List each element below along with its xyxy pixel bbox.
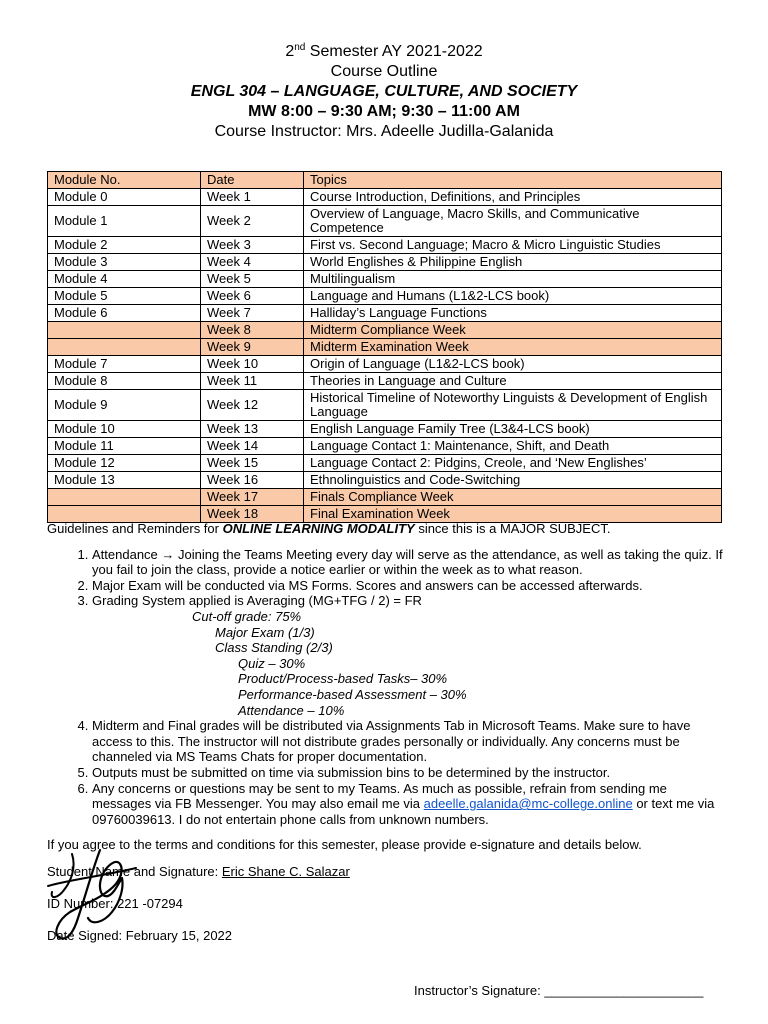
instructor-signature-label: Instructor’s Signature:: [414, 983, 545, 998]
topic-cell: Theories in Language and Culture: [304, 373, 722, 390]
date-cell: Week 12: [201, 390, 304, 421]
table-row: [48, 254, 722, 271]
date-cell: Week 17: [201, 489, 304, 506]
module-cell: Module 10: [48, 421, 201, 438]
topic-cell: Finals Compliance Week: [304, 489, 722, 506]
date-cell: Week 4: [201, 254, 304, 271]
student-id-value: 221 -07294: [117, 896, 183, 911]
document-header: [0, 42, 768, 142]
grading-product: Product/Process-based Tasks– 30%: [238, 671, 448, 687]
semester-ordinal: 2: [285, 43, 295, 60]
guidelines-list: [47, 547, 727, 828]
topic-cell: Language and Humans (L1&2-LCS book): [304, 288, 722, 305]
semester-superscript: nd: [294, 42, 306, 53]
header-date: Date: [201, 172, 304, 189]
table-row: [48, 322, 722, 339]
date-cell: Week 13: [201, 421, 304, 438]
item6-a: Any concerns or questions may be sent to my Teams. As much as possible, refrain from sending me messages via FB Messenger. You may also email me via: [92, 780, 667, 812]
table-row: [48, 489, 722, 506]
outline-label: Course Outline: [330, 63, 438, 80]
student-name-value: Eric Shane C. Salazar: [221, 864, 350, 879]
topic-cell: Midterm Examination Week: [304, 339, 722, 356]
topic-cell: Final Examination Week: [304, 506, 722, 523]
date-cell: Week 6: [201, 288, 304, 305]
guidelines-section: [47, 521, 727, 853]
date-cell: Week 5: [201, 271, 304, 288]
date-cell: Week 8: [201, 322, 304, 339]
topic-cell: First vs. Second Language; Macro & Micro Linguistic Studies: [304, 237, 722, 254]
module-cell: Module 6: [48, 305, 201, 322]
grading-attendance: Attendance – 10%: [238, 702, 345, 718]
guideline-item: 4. Midterm and Final grades will be distributed via Assignments Tab in Microsoft Teams. Make sure to have access to this. The instructor will not distribute grades personally or individually. Any concerns must be channeled via MS Teams Chats for proper documentation.: [92, 718, 727, 765]
table-row: [48, 472, 722, 489]
course-outline-table: [47, 171, 722, 523]
date-cell: Week 15: [201, 455, 304, 472]
item1-b: Joining the Teams Meeting every day will serve as the attendance, as well as taking the quiz. If you fail to join the class, provide a notice earlier or within the week as to what reason.: [92, 546, 723, 578]
header-module: Module No.: [48, 172, 201, 189]
table-row: [48, 455, 722, 472]
topic-cell: Historical Timeline of Noteworthy Linguists & Development of English Language: [304, 390, 722, 421]
guideline-item: 5. Outputs must be submitted on time via submission bins to be determined by the instructor.: [92, 765, 727, 781]
course-title: ENGL 304 – LANGUAGE, CULTURE, AND SOCIETY: [190, 83, 578, 100]
header-topics: Topics: [304, 172, 722, 189]
date-cell: Week 16: [201, 472, 304, 489]
guideline-item: [92, 547, 727, 578]
table-header-row: [48, 172, 722, 189]
date-cell: Week 9: [201, 339, 304, 356]
agreement-text: If you agree to the terms and conditions for this semester, please provide e-signature and details below.: [47, 837, 642, 853]
table-row: [48, 356, 722, 373]
guideline-item: [92, 781, 727, 828]
module-cell: Module 5: [48, 288, 201, 305]
semester-text: Semester AY 2021-2022: [305, 43, 483, 60]
grading-cutoff: Cut-off grade: 75%: [192, 608, 302, 624]
module-cell: Module 13: [48, 472, 201, 489]
module-cell: Module 0: [48, 189, 201, 206]
topic-cell: Language Contact 2: Pidgins, Creole, and ‘New Englishes’: [304, 455, 722, 472]
course-schedule: MW 8:00 – 9:30 AM; 9:30 – 11:00 AM: [248, 103, 520, 120]
module-cell: Module 2: [48, 237, 201, 254]
date-cell: Week 7: [201, 305, 304, 322]
topic-cell: Overview of Language, Macro Skills, and Communicative Competence: [304, 206, 722, 237]
topic-cell: Multilingualism: [304, 271, 722, 288]
topic-cell: Ethnolinguistics and Code-Switching: [304, 472, 722, 489]
date-signed-value: February 15, 2022: [125, 928, 233, 943]
topic-cell: Halliday’s Language Functions: [304, 305, 722, 322]
date-signed-label: Date Signed:: [47, 928, 126, 943]
module-cell: [48, 489, 201, 506]
grading-major-exam: Major Exam (1/3): [215, 624, 315, 640]
student-name-label: Student Name and Signature:: [47, 864, 222, 879]
topic-cell: English Language Family Tree (L3&4-LCS book): [304, 421, 722, 438]
item6-b: or text me via 09760039613. I do not entertain phone calls from unknown numbers.: [92, 796, 715, 827]
module-cell: Module 3: [48, 254, 201, 271]
topic-cell: Language Contact 1: Maintenance, Shift, and Death: [304, 438, 722, 455]
arrow-right-icon: →: [161, 546, 175, 562]
student-id-label: ID Number:: [47, 896, 118, 911]
topic-cell: World Englishes & Philippine English: [304, 254, 722, 271]
module-cell: Module 12: [48, 455, 201, 472]
course-instructor: Course Instructor: Mrs. Adeelle Judilla-Galanida: [214, 123, 554, 140]
item1-a: Attendance: [92, 546, 162, 562]
table-row: [48, 373, 722, 390]
student-signature-image: [42, 846, 138, 946]
module-cell: [48, 506, 201, 523]
intro-pre: Guidelines and Reminders for: [47, 521, 223, 536]
item3-text: Grading System applied is Averaging (MG+TFG / 2) = FR: [92, 593, 422, 609]
module-cell: [48, 339, 201, 356]
topic-cell: Origin of Language (L1&2-LCS book): [304, 356, 722, 373]
topic-cell: Course Introduction, Definitions, and Principles: [304, 189, 722, 206]
table-row: [48, 339, 722, 356]
table-row: [48, 438, 722, 455]
date-cell: Week 1: [201, 189, 304, 206]
table-row: [48, 206, 722, 237]
instructor-email-link[interactable]: adeelle.galanida@mc-college.online: [423, 796, 633, 812]
table-row: [48, 288, 722, 305]
module-cell: Module 7: [48, 356, 201, 373]
grading-class-standing: Class Standing (2/3): [215, 640, 333, 656]
date-cell: Week 3: [201, 237, 304, 254]
table-row: [48, 305, 722, 322]
instructor-signature-line: ______________________: [544, 983, 704, 998]
date-cell: Week 14: [201, 438, 304, 455]
table-row: [48, 421, 722, 438]
table-row: [48, 506, 722, 523]
date-cell: Week 10: [201, 356, 304, 373]
guideline-item: 2. Major Exam will be conducted via MS Forms. Scores and answers can be accessed afterwards.: [92, 578, 727, 594]
module-cell: Module 4: [48, 271, 201, 288]
date-cell: Week 11: [201, 373, 304, 390]
table-row: [48, 390, 722, 421]
module-cell: Module 11: [48, 438, 201, 455]
module-cell: Module 1: [48, 206, 201, 237]
intro-post: since this is a MAJOR SUBJECT.: [414, 521, 611, 536]
topic-cell: Midterm Compliance Week: [304, 322, 722, 339]
module-cell: [48, 322, 201, 339]
guidelines-intro: [47, 521, 727, 537]
module-cell: Module 9: [48, 390, 201, 421]
grading-quiz: Quiz – 30%: [238, 655, 306, 671]
table-row: [48, 237, 722, 254]
table-row: [48, 189, 722, 206]
guideline-item: [92, 593, 727, 718]
semester-line: [0, 42, 768, 62]
intro-bold: ONLINE LEARNING MODALITY: [222, 521, 415, 536]
table-row: [48, 271, 722, 288]
instructor-signature-field: [414, 983, 703, 998]
date-cell: Week 2: [201, 206, 304, 237]
date-cell: Week 18: [201, 506, 304, 523]
table-body: [48, 189, 722, 523]
grading-performance: Performance-based Assessment – 30%: [238, 686, 467, 702]
module-cell: Module 8: [48, 373, 201, 390]
